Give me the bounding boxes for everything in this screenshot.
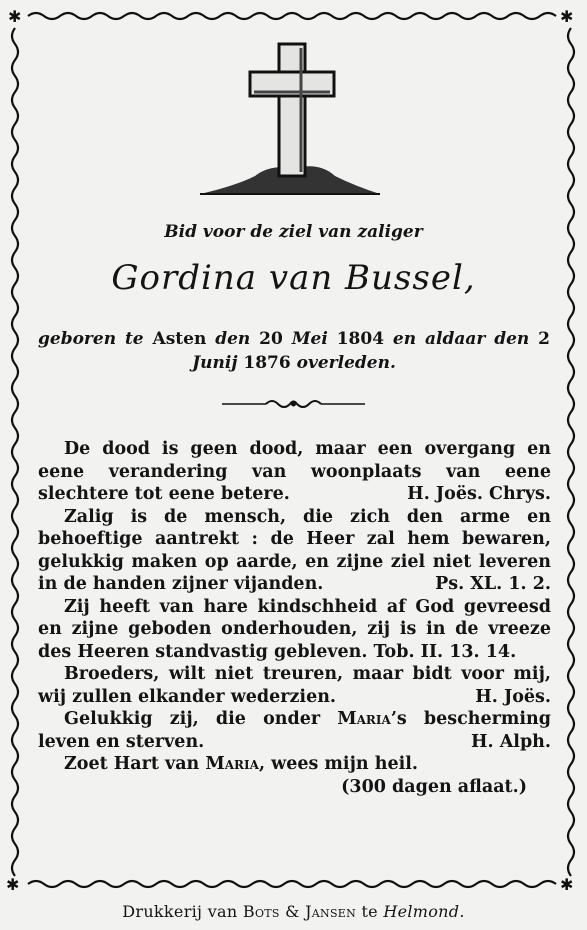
printer-name: Bots	[242, 902, 280, 921]
citation: H. Joës.	[475, 686, 551, 707]
paragraph-text: Gelukkig zij, die onder	[64, 709, 321, 729]
died-text: overleden.	[296, 353, 396, 373]
death-year: 1876	[243, 353, 291, 373]
printer-text: Drukkerij van	[122, 902, 238, 921]
prayer-paragraph	[38, 708, 551, 753]
prayer-paragraph	[38, 663, 551, 708]
printer-city: Helmond.	[383, 902, 465, 921]
maria-name: Maria	[205, 754, 259, 774]
prayer-paragraph	[38, 506, 551, 596]
ornament-divider	[222, 396, 365, 412]
corner-ornament-icon: ✱	[560, 7, 574, 26]
paragraph-text: De dood is geen dood, maar een overgang en eene verandering van woonplaats van eene slechtere tot eene betere.	[38, 439, 551, 504]
prayer-paragraph	[38, 438, 551, 506]
citation: H. Alph.	[471, 731, 551, 752]
paragraph-text: Zalig is de mensch, die zich den arme en behoeftige aantrekt : de Heer zal hem bewaren, gelukkig maken op aarde, en zijne ziel niet leveren in de handen zijner vijanden.	[38, 506, 551, 594]
indulgence-note: (300 dagen aflaat.)	[341, 776, 527, 797]
corner-ornament-icon: ✱	[560, 875, 574, 894]
born-text: geboren te	[38, 329, 144, 349]
corner-ornament-icon: ✱	[8, 7, 22, 26]
prayer-text	[38, 438, 551, 798]
birth-death-line	[38, 327, 550, 375]
prayer-paragraph	[38, 753, 551, 776]
paragraph-text: , wees mijn heil.	[258, 754, 418, 774]
born-text: den	[215, 329, 251, 349]
paragraph-text: Broeders, wilt niet treuren, maar bidt voor mij, wij zullen elkander wederzien.	[38, 664, 551, 707]
citation: Ps. XL. 1. 2.	[435, 574, 551, 594]
paragraph-text: Zij heeft van hare kindschheid af God gevreesd en zijne geboden onderhouden, zij is in de vreeze des Heeren standvastig gebleven. Tob. II. 13. 14.	[38, 596, 551, 662]
birth-place: Asten	[152, 329, 207, 349]
paragraph-text: Zoet Hart van	[64, 754, 200, 774]
born-text: en aldaar den	[392, 329, 530, 349]
maria-name: Maria	[337, 709, 391, 729]
printer-text: &	[285, 902, 300, 921]
death-month: Junij	[192, 353, 238, 373]
printer-text: te	[361, 902, 378, 921]
printer-name: Jansen	[305, 902, 357, 921]
prayer-paragraph	[38, 596, 551, 664]
birth-day: 20	[259, 329, 283, 349]
corner-ornament-icon: ✱	[6, 875, 20, 894]
deceased-name: Gordina van Bussel,	[111, 258, 476, 298]
intro-line: Bid voor de ziel van zaliger	[164, 222, 423, 242]
citation: H. Joës. Chrys.	[407, 484, 551, 504]
printer-imprint	[0, 902, 587, 921]
birth-year: 1804	[336, 329, 385, 349]
birth-month: Mei	[291, 329, 328, 349]
death-day: 2	[538, 329, 551, 349]
cross-icon	[195, 36, 385, 201]
paragraph-text: ’s bescherming leven en sterven.	[38, 709, 551, 752]
